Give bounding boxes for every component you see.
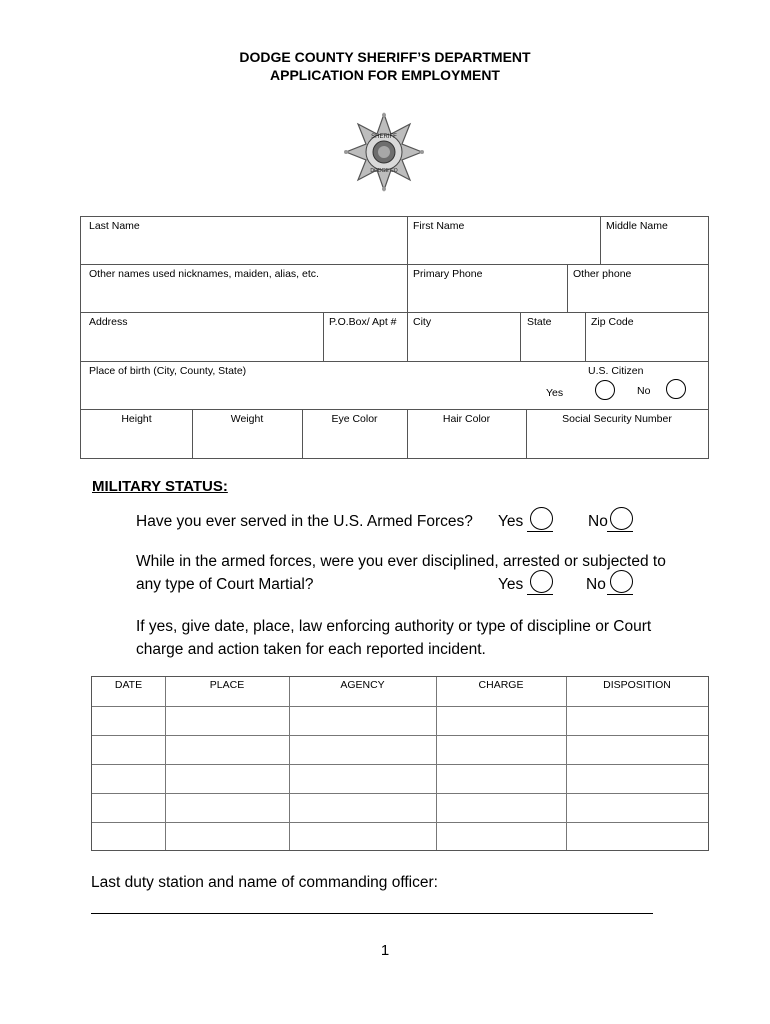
- citizen-no-label: No: [637, 385, 651, 397]
- primary-phone-field[interactable]: Primary Phone: [413, 268, 483, 280]
- served-yes-radio[interactable]: [530, 507, 553, 530]
- other-phone-field[interactable]: Other phone: [573, 268, 632, 280]
- badge-bottom-text: DODGE CO: [370, 168, 398, 174]
- incident-instructions-line1: If yes, give date, place, law enforcing authority or type of discipline or Court: [136, 618, 652, 635]
- hair-color-field[interactable]: Hair Color: [442, 413, 491, 425]
- address-field[interactable]: Address: [89, 316, 128, 328]
- col-header-disposition: DISPOSITION: [603, 679, 671, 691]
- served-no-label: No: [588, 513, 608, 530]
- last-name-field[interactable]: Last Name: [89, 220, 140, 232]
- col-header-place: PLACE: [209, 679, 245, 691]
- header-form-title: APPLICATION FOR EMPLOYMENT: [270, 67, 500, 83]
- col-header-agency: AGENCY: [340, 679, 385, 691]
- served-no-radio[interactable]: [610, 507, 633, 530]
- disciplined-question-line1: While in the armed forces, were you ever disciplined, arrested or subjected to: [136, 553, 666, 570]
- zip-code-field[interactable]: Zip Code: [591, 316, 634, 328]
- badge-top-text: SHERIFF: [371, 134, 397, 140]
- po-box-field[interactable]: P.O.Box/ Apt #: [329, 316, 397, 328]
- ssn-field[interactable]: Social Security Number: [562, 413, 672, 425]
- military-status-title: MILITARY STATUS:: [92, 478, 228, 495]
- col-header-charge: CHARGE: [478, 679, 524, 691]
- disciplined-no-label: No: [586, 576, 606, 593]
- citizen-yes-radio[interactable]: [595, 380, 615, 400]
- other-names-field[interactable]: Other names used nicknames, maiden, alias, etc.: [89, 268, 319, 280]
- disciplined-question-line2: any type of Court Martial?: [136, 576, 314, 593]
- disciplined-yes-radio[interactable]: [530, 570, 553, 593]
- page-number: 1: [380, 942, 390, 959]
- incident-instructions-line2: charge and action taken for each reported incident.: [136, 641, 486, 658]
- served-question: Have you ever served in the U.S. Armed Forces?: [136, 513, 473, 530]
- served-yes-label: Yes: [498, 513, 524, 530]
- disciplined-no-radio[interactable]: [610, 570, 633, 593]
- form-header: [0, 48, 770, 84]
- applicant-info-grid: [80, 216, 709, 459]
- height-field[interactable]: Height: [121, 413, 152, 425]
- first-name-field[interactable]: First Name: [413, 220, 465, 232]
- place-of-birth-field[interactable]: Place of birth (City, County, State): [89, 365, 247, 377]
- col-header-date: DATE: [114, 679, 143, 691]
- disciplined-yes-label: Yes: [498, 576, 524, 593]
- state-field[interactable]: State: [527, 316, 552, 328]
- city-field[interactable]: City: [413, 316, 432, 328]
- us-citizen-label: U.S. Citizen: [588, 365, 644, 377]
- citizen-no-radio[interactable]: [666, 379, 686, 399]
- middle-name-field[interactable]: Middle Name: [606, 220, 668, 232]
- duty-station-label: Last duty station and name of commanding officer:: [91, 874, 438, 891]
- eye-color-field[interactable]: Eye Color: [331, 413, 378, 425]
- sheriff-star-badge-icon: [344, 112, 424, 192]
- incident-table: [91, 676, 709, 851]
- duty-station-input-line[interactable]: [91, 913, 653, 914]
- weight-field[interactable]: Weight: [230, 413, 264, 425]
- citizen-yes-label: Yes: [546, 387, 564, 399]
- header-department: DODGE COUNTY SHERIFF’S DEPARTMENT: [239, 49, 531, 65]
